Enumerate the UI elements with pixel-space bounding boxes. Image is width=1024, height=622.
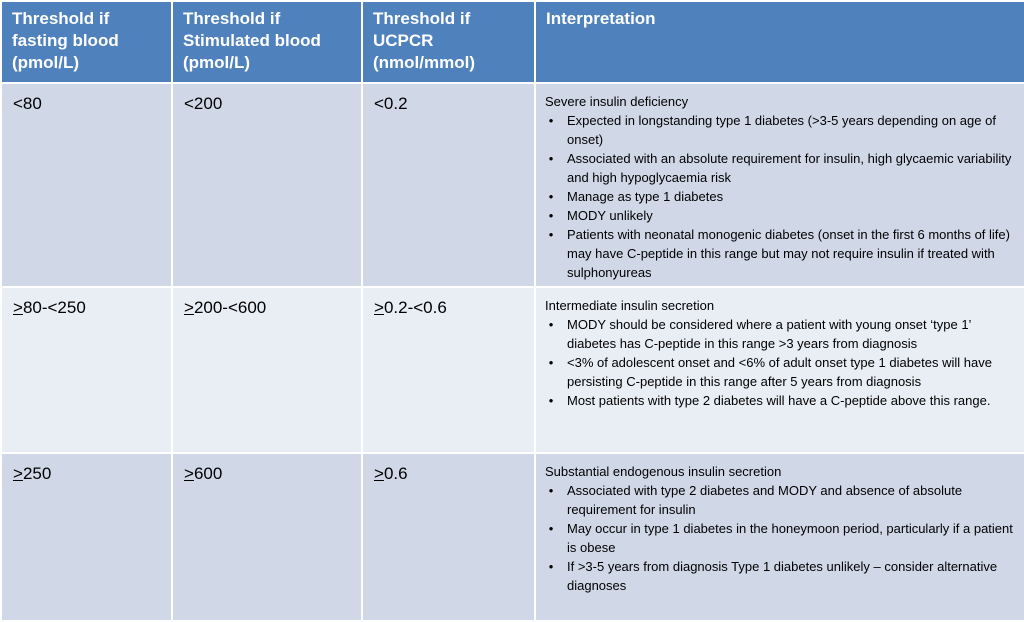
bullet-icon: • <box>548 483 554 498</box>
bullet-item <box>548 111 1014 149</box>
header-interpretation: Interpretation <box>535 1 1024 83</box>
stimulated-threshold-value: <200 <box>184 94 223 113</box>
bullet-text: Manage as type 1 diabetes <box>567 189 724 204</box>
ge-prefix: > <box>13 464 23 483</box>
bullet-text: May occur in type 1 diabetes in the honeymoon period, particularly if a patient is obese <box>567 521 1013 555</box>
bullet-item <box>548 519 1014 557</box>
fasting-threshold-cell <box>1 453 172 621</box>
bullet-icon: • <box>548 151 554 166</box>
bullet-icon: • <box>548 227 554 242</box>
bullet-icon: • <box>548 113 554 128</box>
interpretation-heading: Substantial endogenous insulin secretion <box>545 464 782 479</box>
table-row <box>1 453 1024 621</box>
header-ucpcr-threshold: Threshold if UCPCR (nmol/mmol) <box>362 1 535 83</box>
table-header <box>1 1 1024 83</box>
bullet-icon: • <box>548 189 554 204</box>
stimulated-threshold-cell <box>172 83 362 287</box>
table-body <box>1 83 1024 621</box>
ucpcr-threshold-value: 0.6 <box>383 464 408 483</box>
bullet-text: Expected in longstanding type 1 diabetes (>3-5 years depending on age of onset) <box>567 113 996 147</box>
ge-prefix: > <box>374 464 384 483</box>
bullet-icon: • <box>548 355 554 370</box>
ge-prefix: > <box>374 298 384 317</box>
bullet-icon: • <box>548 393 554 408</box>
bullet-item <box>548 557 1014 595</box>
bullet-item <box>548 353 1014 391</box>
header-row <box>1 1 1024 83</box>
fasting-threshold-cell <box>1 83 172 287</box>
ucpcr-threshold-cell <box>362 83 535 287</box>
bullet-item <box>548 315 1014 353</box>
bullet-text: MODY should be considered where a patient with young onset ‘type 1’ diabetes has C-peptide in this range >3 years from diagnosis <box>567 317 971 351</box>
table-row <box>1 287 1024 453</box>
ucpcr-threshold-value: 0.2-<0.6 <box>383 298 447 317</box>
bullet-item <box>548 149 1014 187</box>
bullet-item <box>548 391 1014 410</box>
bullet-icon: • <box>548 208 554 223</box>
interpretation-bullet-list <box>545 315 1014 410</box>
fasting-threshold-cell <box>1 287 172 453</box>
stimulated-threshold-value: 200-<600 <box>193 298 267 317</box>
bullet-text: Associated with type 2 diabetes and MODY and absence of absolute requirement for insulin <box>567 483 963 517</box>
bullet-text: Most patients with type 2 diabetes will have a C-peptide above this range. <box>567 393 991 408</box>
bullet-text: <3% of adolescent onset and <6% of adult onset type 1 diabetes will have persisting C-peptide in this range after 5 years from diagnosis <box>567 355 992 389</box>
bullet-text: MODY unlikely <box>567 208 653 223</box>
bullet-item <box>548 187 1014 206</box>
interpretation-bullet-list <box>545 111 1014 282</box>
ucpcr-threshold-cell <box>362 287 535 453</box>
header-fasting-threshold: Threshold if fasting blood (pmol/L) <box>1 1 172 83</box>
interpretation-cell <box>535 83 1024 287</box>
bullet-icon: • <box>548 559 554 574</box>
ge-prefix: > <box>184 464 194 483</box>
bullet-item <box>548 481 1014 519</box>
ucpcr-threshold-cell <box>362 453 535 621</box>
bullet-item <box>548 225 1014 282</box>
fasting-threshold-value: 250 <box>22 464 52 483</box>
bullet-icon: • <box>548 317 554 332</box>
fasting-threshold-value: <80 <box>13 94 42 113</box>
fasting-threshold-value: 80-<250 <box>22 298 86 317</box>
interpretation-cell <box>535 453 1024 621</box>
stimulated-threshold-value: 600 <box>193 464 223 483</box>
ge-prefix: > <box>184 298 194 317</box>
header-stimulated-threshold: Threshold if Stimulated blood (pmol/L) <box>172 1 362 83</box>
stimulated-threshold-cell <box>172 453 362 621</box>
interpretation-heading: Intermediate insulin secretion <box>545 298 715 313</box>
bullet-item <box>548 206 1014 225</box>
ucpcr-threshold-value: <0.2 <box>374 94 408 113</box>
bullet-icon: • <box>548 521 554 536</box>
interpretation-bullet-list <box>545 481 1014 595</box>
bullet-text: Associated with an absolute requirement for insulin, high glycaemic variability and high hypoglycaemia risk <box>567 151 1012 185</box>
stimulated-threshold-cell <box>172 287 362 453</box>
table-row <box>1 83 1024 287</box>
interpretation-cell <box>535 287 1024 453</box>
bullet-text: Patients with neonatal monogenic diabetes (onset in the first 6 months of life) may have C-peptide in this range but may not require insulin if treated with sulphonyureas <box>567 227 1010 280</box>
interpretation-heading: Severe insulin deficiency <box>545 94 689 109</box>
ge-prefix: > <box>13 298 23 317</box>
bullet-text: If >3-5 years from diagnosis Type 1 diabetes unlikely – consider alternative diagnoses <box>567 559 998 593</box>
